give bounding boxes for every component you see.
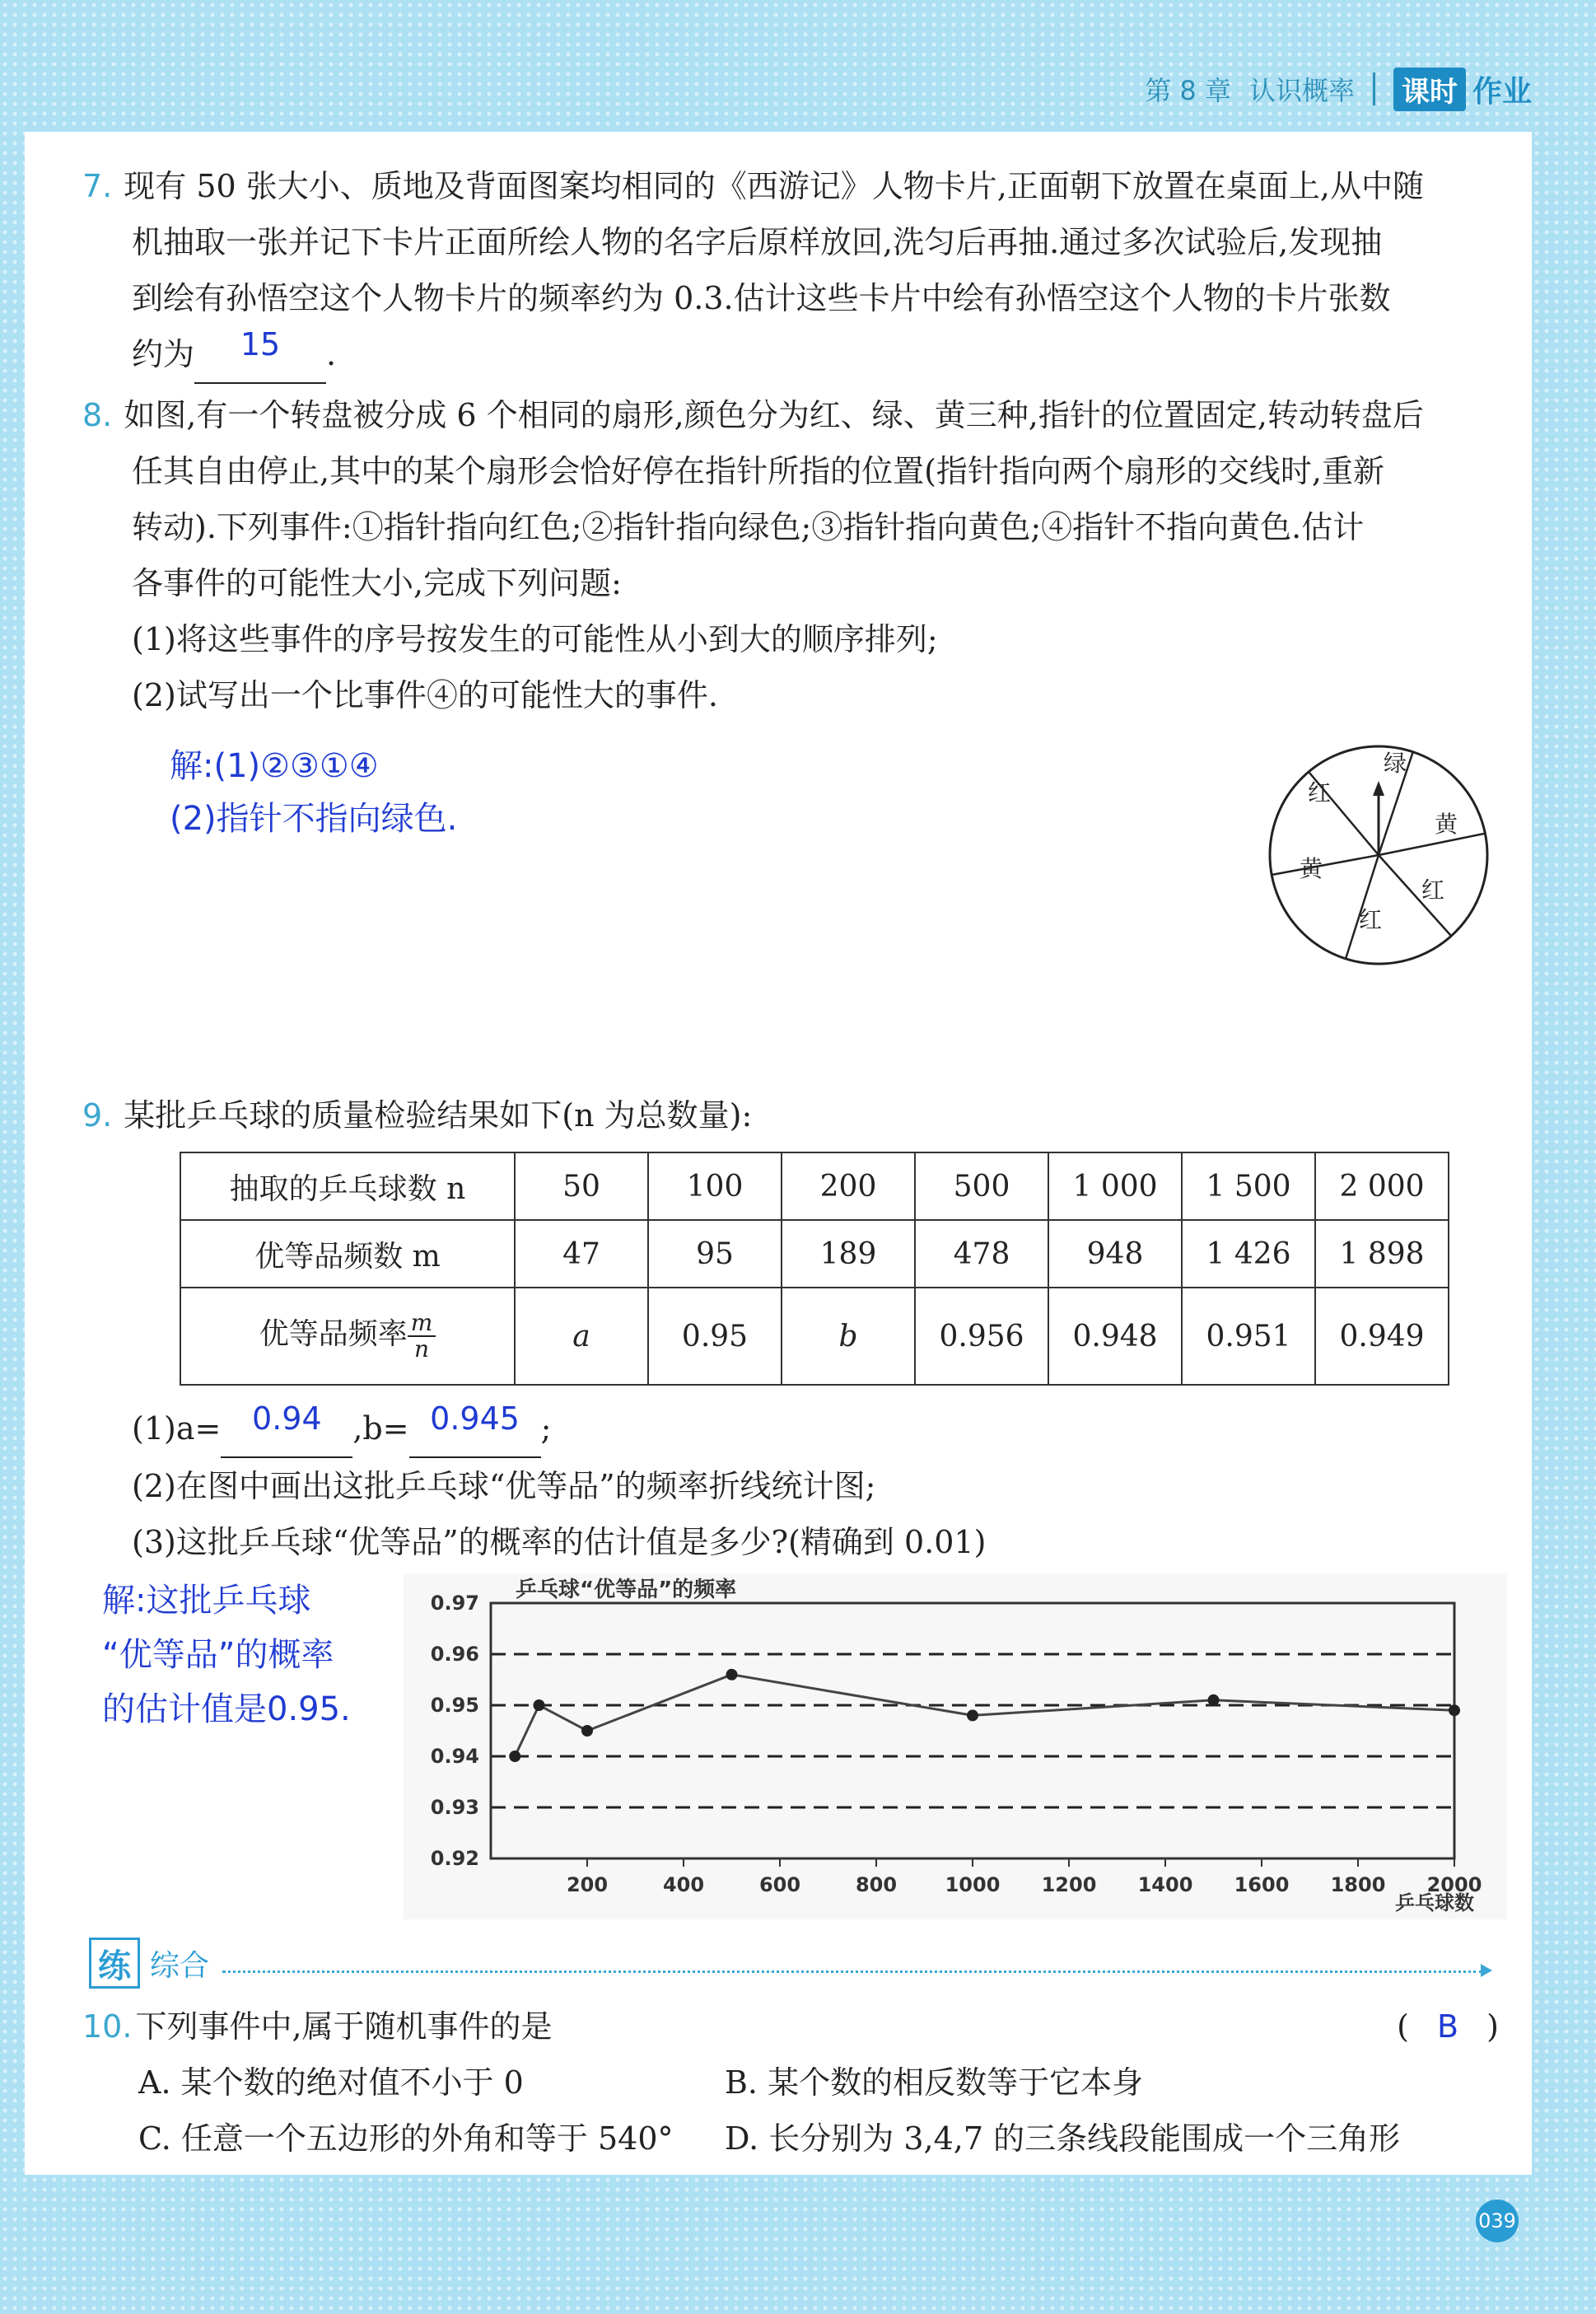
question-8 — [82, 387, 1499, 723]
q7-answer-blank[interactable] — [194, 326, 326, 384]
table-cell: 0.948 — [1048, 1288, 1182, 1385]
table-cell: 500 — [915, 1152, 1048, 1220]
x-tick-label: 1800 — [1330, 1873, 1386, 1896]
section-header — [89, 1938, 209, 1989]
q9-answer-line1: 解:这批乒乓球 — [102, 1582, 311, 1620]
q9-subquestions — [132, 1400, 1482, 1570]
table-cell: 1 500 — [1182, 1152, 1315, 1220]
question-10 — [82, 1998, 1499, 2167]
table-cell: 1 426 — [1182, 1220, 1315, 1288]
data-point — [509, 1751, 520, 1762]
q9-sub1-a: (1)a= — [132, 1410, 222, 1447]
table-cell: 0.956 — [915, 1288, 1048, 1385]
q9-sub1 — [132, 1400, 1482, 1458]
q9-sub2: (2)在图中画出这批乒乓球“优等品”的频率折线统计图; — [132, 1468, 876, 1504]
paren-right: ) — [1486, 2008, 1499, 2045]
practice-icon: 练 — [89, 1938, 140, 1989]
question-7 — [82, 158, 1499, 384]
data-point — [1208, 1695, 1220, 1706]
data-point — [726, 1669, 738, 1681]
table-cell: 478 — [915, 1220, 1048, 1288]
y-tick-label: 0.92 — [430, 1847, 479, 1870]
q8-line3: 转动).下列事件:①指针指向红色;②指针指向绿色;③指针指向黄色;④指针不指向黄色.估计 — [132, 509, 1365, 545]
y-tick-label: 0.94 — [430, 1745, 479, 1768]
fraction-numerator: m — [408, 1311, 436, 1337]
paren-left: ( — [1397, 2008, 1409, 2045]
sector-label: 红 — [1307, 779, 1332, 806]
y-tick-label: 0.96 — [430, 1643, 479, 1666]
section-title: 综合 — [150, 1948, 210, 1983]
header-divider — [1373, 72, 1375, 105]
table-cell — [180, 1288, 515, 1385]
brand-logo-text: 作业 — [1472, 74, 1532, 109]
x-tick-label: 400 — [662, 1873, 705, 1896]
table-cell: 优等品频数 m — [180, 1220, 515, 1288]
q9-answer-b: 0.945 — [430, 1400, 520, 1437]
x-tick-label: 800 — [855, 1873, 898, 1896]
question-number: 7. — [82, 168, 113, 204]
q7-line3: 到绘有孙悟空这个人物卡片的频率约为 0.3.估计这些卡片中绘有孙悟空这个人物的卡片张数 — [132, 280, 1391, 316]
q8-line1: 如图,有一个转盘被分成 6 个相同的扇形,颜色分为红、绿、黄三种,指针的位置固定,转动转盘后 — [124, 397, 1424, 433]
table-cell: 0.951 — [1182, 1288, 1315, 1385]
y-tick-label: 0.97 — [430, 1592, 479, 1615]
page-number: 039 — [1476, 2199, 1519, 2242]
y-tick-label: 0.93 — [430, 1796, 479, 1819]
x-tick-label: 200 — [566, 1873, 609, 1896]
q8-answer — [170, 740, 457, 845]
q8-line4: 各事件的可能性大小,完成下列问题: — [132, 565, 622, 601]
topic-label: 认识概率 — [1248, 75, 1355, 106]
chart-title: 乒乓球“优等品”的频率 — [516, 1578, 737, 1602]
frequency-chart — [404, 1573, 1507, 1919]
sector-label: 黄 — [1434, 811, 1458, 838]
data-point — [967, 1709, 978, 1721]
q7-line4-pre: 约为 — [132, 336, 195, 372]
table-row — [180, 1152, 1449, 1220]
q8-line2: 任其自由停止,其中的某个扇形会恰好停在指针所指的位置(指针指向两个扇形的交线时,重新 — [132, 453, 1384, 489]
x-tick-label: 1000 — [945, 1873, 1001, 1896]
table-cell: 189 — [782, 1220, 915, 1288]
data-point — [1449, 1704, 1460, 1716]
page-header — [1145, 64, 1532, 114]
q8-sub1: (1)将这些事件的序号按发生的可能性从小到大的顺序排列; — [132, 621, 938, 657]
option-d[interactable]: D. 长分别为 3,4,7 的三条线段能围成一个三角形 — [725, 2120, 1401, 2157]
option-c[interactable]: C. 任意一个五边形的外角和等于 540° — [138, 2120, 674, 2157]
q9-intro: 某批乒乓球的质量检验结果如下(n 为总数量): — [124, 1097, 753, 1134]
table-cell: 2 000 — [1315, 1152, 1449, 1220]
data-point — [581, 1725, 593, 1737]
question-number: 10. — [82, 2008, 133, 2045]
x-tick-label: 1600 — [1234, 1873, 1290, 1896]
table-row — [180, 1288, 1449, 1385]
q7-line4-post: . — [326, 336, 337, 372]
q10-stem: 下列事件中,属于随机事件的是 — [135, 2008, 553, 2045]
q9-sub1-end: ; — [540, 1410, 552, 1447]
table-cell: 100 — [648, 1152, 782, 1220]
q9-answer-a-blank[interactable] — [221, 1400, 352, 1458]
q7-answer: 15 — [240, 326, 281, 362]
table-row — [180, 1220, 1449, 1288]
sector-label: 红 — [1358, 906, 1383, 933]
q7-line1: 现有 50 张大小、质地及背面图案均相同的《西游记》人物卡片,正面朝下放置在桌面上,从中随 — [124, 168, 1424, 204]
fraction-denominator: n — [413, 1335, 430, 1363]
q9-answer-a: 0.94 — [252, 1400, 322, 1437]
brand-logo: 课时 — [1393, 68, 1466, 111]
table-cell: 1 898 — [1315, 1220, 1449, 1288]
table-cell: a — [515, 1288, 648, 1385]
question-number: 9. — [82, 1097, 113, 1134]
sector-label: 绿 — [1383, 750, 1407, 777]
sector-label: 红 — [1421, 877, 1445, 904]
q9-sub3: (3)这批乒乓球“优等品”的概率的估计值是多少?(精确到 0.01) — [132, 1524, 987, 1560]
q8-sub2: (2)试写出一个比事件④的可能性大的事件. — [132, 677, 718, 713]
q7-line4 — [82, 326, 1499, 384]
x-tick-label: 600 — [758, 1873, 801, 1896]
q10-answer: B — [1437, 2008, 1459, 2045]
q9-answer-b-blank[interactable] — [409, 1400, 541, 1458]
table-cell: 抽取的乒乓球数 n — [180, 1152, 515, 1220]
table-cell: 0.95 — [648, 1288, 782, 1385]
option-b[interactable]: B. 某个数的相反数等于它本身 — [725, 2064, 1144, 2101]
fraction — [408, 1311, 436, 1362]
spinner-diagram — [1260, 741, 1499, 972]
q9-answer-line2: “优等品”的概率 — [102, 1636, 334, 1674]
table-cell: 50 — [515, 1152, 648, 1220]
table-cell: 948 — [1048, 1220, 1182, 1288]
table-cell: 1 000 — [1048, 1152, 1182, 1220]
option-a[interactable]: A. 某个数的绝对值不小于 0 — [138, 2064, 524, 2101]
table-cell: 0.949 — [1315, 1288, 1449, 1385]
question-9 — [82, 1087, 1499, 1143]
x-tick-label: 1400 — [1137, 1873, 1193, 1896]
x-tick-label: 2000 — [1426, 1873, 1482, 1896]
table-cell: 200 — [782, 1152, 915, 1220]
x-tick-label: 1200 — [1041, 1873, 1097, 1896]
q8-answer-line2: (2)指针不指向绿色. — [170, 800, 458, 838]
q9-answer — [102, 1573, 351, 1737]
q8-answer-line1: 解:(1)②③①④ — [170, 747, 379, 785]
arrow-right-icon — [1481, 1964, 1492, 1977]
table-cell: 95 — [648, 1220, 782, 1288]
data-point — [534, 1699, 545, 1711]
table-cell: 47 — [515, 1220, 648, 1288]
y-tick-label: 0.95 — [430, 1694, 479, 1717]
q7-line2: 机抽取一张并记下卡片正面所绘人物的名字后原样放回,洗匀后再抽.通过多次试验后,发现抽 — [132, 224, 1383, 260]
row3-label: 优等品频率 — [259, 1317, 408, 1351]
chart-xlabel: 乒乓球数 — [1395, 1891, 1474, 1914]
table-cell: b — [782, 1288, 915, 1385]
q9-sub1-b: ,b= — [352, 1410, 409, 1447]
chart-background — [404, 1573, 1507, 1919]
question-number: 8. — [82, 397, 113, 433]
q10-answer-bracket[interactable] — [1397, 1998, 1499, 2055]
sector-label: 黄 — [1299, 855, 1323, 882]
quality-table — [180, 1152, 1449, 1386]
q9-answer-line3: 的估计值是0.95. — [102, 1690, 351, 1728]
chapter-label: 第 8 章 — [1145, 75, 1231, 106]
section-divider — [222, 1970, 1482, 1973]
